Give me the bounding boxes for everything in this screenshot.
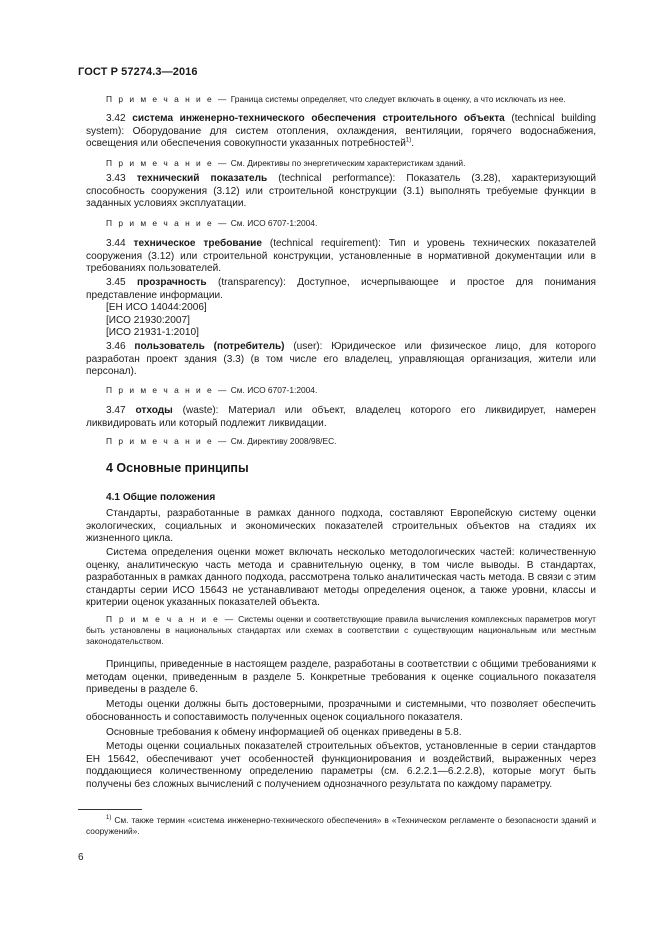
- body-paragraph-5: [86, 727, 596, 740]
- body-paragraph-2: [86, 547, 596, 610]
- term-3-44: [86, 238, 596, 276]
- body-paragraph-4: [86, 699, 596, 724]
- paragraph-text: Система определения оценки может включать несколько методологических частей: количественную оценку, аналитическую часть метода и сравнительную оценку, в том числе выводы. В стандартах, разработанных в рамках данного подхода, рассмотрена только аналитическая часть метода. В связи с этим стандарты серии ИСО 15643 не устанавливают методы определения оценок, а также уровни, классы и критерии оценок указанных показателей объекта.: [86, 547, 596, 609]
- reference: [ИСО 21930:2007]: [106, 314, 190, 326]
- note-label: П р и м е ч а н и е —: [106, 436, 229, 446]
- term-name: отходы: [135, 405, 173, 416]
- reference: [ИСО 21931-1:2010]: [106, 327, 199, 339]
- note-3-42: [86, 158, 596, 169]
- term-3-45: [86, 277, 596, 340]
- term-name: техническое требование: [133, 238, 262, 249]
- term-3-47: [86, 405, 596, 430]
- paragraph-text: Стандарты, разработанные в рамках данного подхода, составляют Европейскую систему оценки экологических, социальных и экономических показателей строительных объектов на стадиях их жизненного цикла.: [86, 508, 596, 545]
- document-header: ГОСТ Р 57274.3—2016: [78, 66, 198, 78]
- footnote-divider: [78, 809, 142, 810]
- term-number: 3.45: [106, 277, 126, 288]
- note-assessment-systems: [86, 614, 596, 647]
- footnote: [86, 815, 596, 837]
- term-name: технический показатель: [136, 173, 268, 184]
- paragraph-text: Методы оценки должны быть достоверными, прозрачными и системными, что позволяет обеспечить обоснованность и сопоставимость полученных оценок социального показателя.: [86, 699, 596, 723]
- term-3-42: [86, 113, 596, 151]
- body-paragraph-6: [86, 741, 596, 791]
- note-text: См. Директиву 2008/98/ЕС.: [230, 436, 337, 446]
- term-number: 3.43: [106, 173, 126, 184]
- subsection-heading: 4.1 Общие положения: [106, 492, 216, 503]
- note-label: П р и м е ч а н и е —: [106, 218, 229, 228]
- note-3-46: [86, 385, 596, 396]
- note-3-43: [86, 218, 596, 229]
- note-text: Граница системы определяет, что следует включать в оценку, а что исключать из нее.: [230, 94, 566, 104]
- note-text: Системы оценки и соответствующие правила вычисления комплексных параметров могут быть установлены в национальных стандартах или схемах в соответствии с существующим национальным или местным законодательством.: [86, 614, 597, 646]
- term-definition: (user): Юридическое или физическое лицо, для которого разработан проект здания (3.3) (в том числе его владелец, управляющая организация, жители или персонал).: [86, 341, 596, 378]
- note-label: П р и м е ч а н и е —: [106, 614, 236, 624]
- footnote-text: См. также термин «система инженерно-технического обеспечения» в «Техническом регламенте о безопасности зданий и сооружений».: [86, 815, 596, 836]
- note-text: См. ИСО 6707-1:2004.: [230, 218, 318, 228]
- term-number: 3.44: [106, 238, 126, 249]
- term-definition: (technical building system): Оборудование для систем отопления, охлаждения, вентиляции, горячего водоснабжения, освещения или обеспечения совокупности указанных потребностей: [86, 113, 596, 150]
- term-3-43: [86, 173, 596, 211]
- note-label: П р и м е ч а н и е —: [106, 94, 229, 104]
- paragraph-text: Принципы, приведенные в настоящем разделе, разработаны в соответствии с общими требованиями к методам оценки, приведенным в разделе 5. Конкретные требования к оценке социального показателя приведены в разделе 6.: [86, 659, 596, 696]
- term-definition: (transparency): Доступное, исчерпывающее и простое для понимания представление информации.: [86, 277, 596, 301]
- term-name: пользователь (потребитель): [134, 341, 285, 352]
- term-name: система инженерно-технического обеспечения строительного объекта: [132, 113, 505, 124]
- paragraph-text: Методы оценки социальных показателей строительных объектов, установленные в серии стандартов ЕН 15642, обеспечивают учет особенностей функционирования и воздействий, выраженных через поддающиеся количественному определению параметры (см. 6.2.2.1—6.2.2.8), которые могут быть получены без сложных вычислений с получением однозначного результата по каждому параметру.: [86, 741, 596, 790]
- section-heading: 4 Основные принципы: [106, 461, 249, 475]
- reference: [ЕН ИСО 14044:2006]: [106, 302, 207, 314]
- term-3-46: [86, 341, 596, 379]
- body-paragraph-3: [86, 659, 596, 697]
- term-number: 3.42: [106, 113, 126, 124]
- term-definition: (technical performance): Показатель (3.28), характеризующий способность сооружения (3.12) или строительной конструкции (3.1) выполнять требуемые функции в заданных условиях эксплуатации.: [86, 173, 596, 210]
- footnote-mark: 1): [106, 815, 112, 822]
- term-number: 3.47: [106, 405, 126, 416]
- note-system-boundary: [86, 94, 596, 105]
- note-text: См. Директивы по энергетическим характеристикам зданий.: [230, 158, 466, 168]
- term-name: прозрачность: [137, 277, 207, 288]
- note-3-47: [86, 436, 596, 447]
- note-label: П р и м е ч а н и е —: [106, 158, 229, 168]
- note-text: См. ИСО 6707-1:2004.: [230, 385, 318, 395]
- body-paragraph-1: [86, 508, 596, 546]
- term-number: 3.46: [106, 341, 126, 352]
- paragraph-text: Основные требования к обмену информацией об оценках приведены в 5.8.: [106, 727, 462, 738]
- footnote-mark: 1): [405, 137, 412, 144]
- page-number: 6: [78, 852, 84, 863]
- term-end: .: [411, 138, 415, 150]
- note-label: П р и м е ч а н и е —: [106, 385, 229, 395]
- term-definition: (technical requirement): Тип и уровень технических показателей сооружения (3.12) или строительной конструкции, установленные в нормативной документации или в требованиях пользователей.: [86, 238, 596, 275]
- term-definition: (waste): Материал или объект, владелец которого его ликвидирует, намерен ликвидировать или который подлежит ликвидации.: [86, 405, 596, 429]
